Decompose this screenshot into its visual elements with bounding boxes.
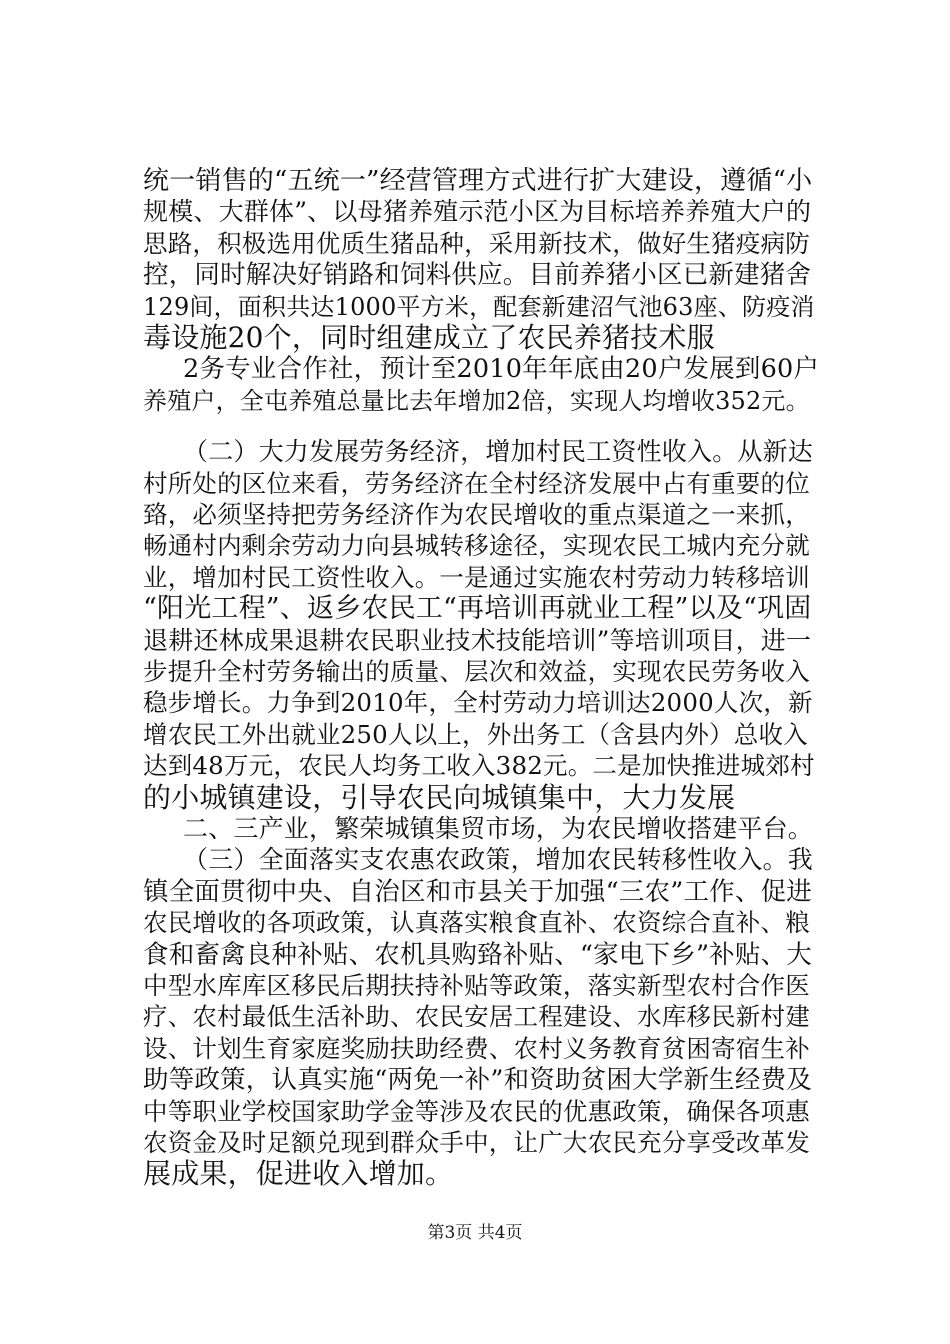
- text-line: 控，同时解决好销路和饲料供应。目前养猪小区已新建猪舍: [143, 260, 812, 290]
- text-line: 二、三产业，繁荣城镇集贸市场，为农民增收搭建平台。: [183, 814, 814, 843]
- text-line: 退耕还林成果退耕农民职业技术技能培训”等培训项目，进一: [143, 626, 812, 655]
- text-line: 疗、农村最低生活补助、农民安居工程建设、水库移民新村建: [143, 1002, 810, 1031]
- text-line: 2务专业合作社，预计至2010年年底由20户发展到60户: [183, 354, 820, 384]
- text-line: 规模、大群体”、以母猪养殖示范小区为目标培养养殖大户的: [143, 197, 812, 226]
- text-line: 稳步增长。力争到2010年，全村劳动力培训达2000人次，新: [143, 688, 813, 717]
- text-line: 增农民工外出就业250人以上，外出务工（含县内外）总收入: [143, 720, 808, 749]
- text-line: 镇全面贯彻中央、自治区和市县关于加强“三农”工作、促进: [143, 877, 812, 907]
- text-line: “阳光工程”、返乡农民工“再培训再就业工程”以及“巩固: [143, 593, 812, 624]
- text-line: 步提升全村劳务输出的质量、层次和效益，实现农民劳务收入: [143, 657, 810, 686]
- text-line: 129间，面积共达1000平方米，配套新建沼气池63座、防疫消: [143, 293, 815, 321]
- text-line: 业，增加村民工资性收入。一是通过实施农村劳动力转移培训: [143, 563, 810, 592]
- text-line: 中等职业学校国家助学金等涉及农民的优惠政策，确保各项惠: [143, 1097, 810, 1126]
- text-line: 中型水库库区移民后期扶持补贴等政策，落实新型农村合作医: [143, 971, 810, 1000]
- page-footer: 第3页 共4页: [427, 1223, 523, 1243]
- text-line: 统一销售的“五统一”经营管理方式进行扩大建设，遵循“小: [143, 166, 813, 196]
- text-line: 展成果，促进收入增加。: [143, 1157, 454, 1190]
- section-heading-2: （二）大力发展劳务经济，增加村民工资性收入。从新达: [183, 437, 814, 466]
- text-line: 村所处的区位来看，劳务经济在全村经济发展中占有重要的位: [143, 469, 810, 498]
- text-line: 思路，积极选用优质生猪品种，采用新技术，做好生猪疫病防: [143, 229, 810, 258]
- text-line: 臵，必须坚持把劳务经济作为农民增收的重点渠道之一来抓，: [143, 500, 810, 529]
- text-line: 农民增收的各项政策，认真落实粮食直补、农资综合直补、粮: [143, 908, 810, 937]
- text-line: 设、计划生育家庭奖励扶助经费、农村义务教育贫困寄宿生补: [143, 1034, 810, 1063]
- text-line: 毒设施20个，同时组建成立了农民养猪技术服: [143, 321, 715, 354]
- text-line: 养殖户，全屯养殖总量比去年增加2倍，实现人均增收352元。: [143, 387, 810, 415]
- text-line: 食和畜禽良种补贴、农机具购臵补贴、“家电下乡”补贴、大: [143, 940, 812, 970]
- text-line: 农资金及时足额兑现到群众手中，让广大农民充分享受改革发: [143, 1128, 810, 1157]
- text-line: 畅通村内剩余劳动力向县城转移途径，实现农民工城内充分就: [143, 531, 810, 560]
- section-heading-3: （三）全面落实支农惠农政策，增加农民转移性收入。我: [183, 845, 814, 874]
- text-line: 助等政策，认真实施“两免一补”和资助贫困大学新生经费及: [143, 1065, 812, 1095]
- text-line: 达到48万元，农民人均务工收入382元。二是加快推进城郊村: [143, 751, 815, 780]
- text-line: 的小城镇建设，引导农民向城镇集中，大力发展: [143, 781, 736, 814]
